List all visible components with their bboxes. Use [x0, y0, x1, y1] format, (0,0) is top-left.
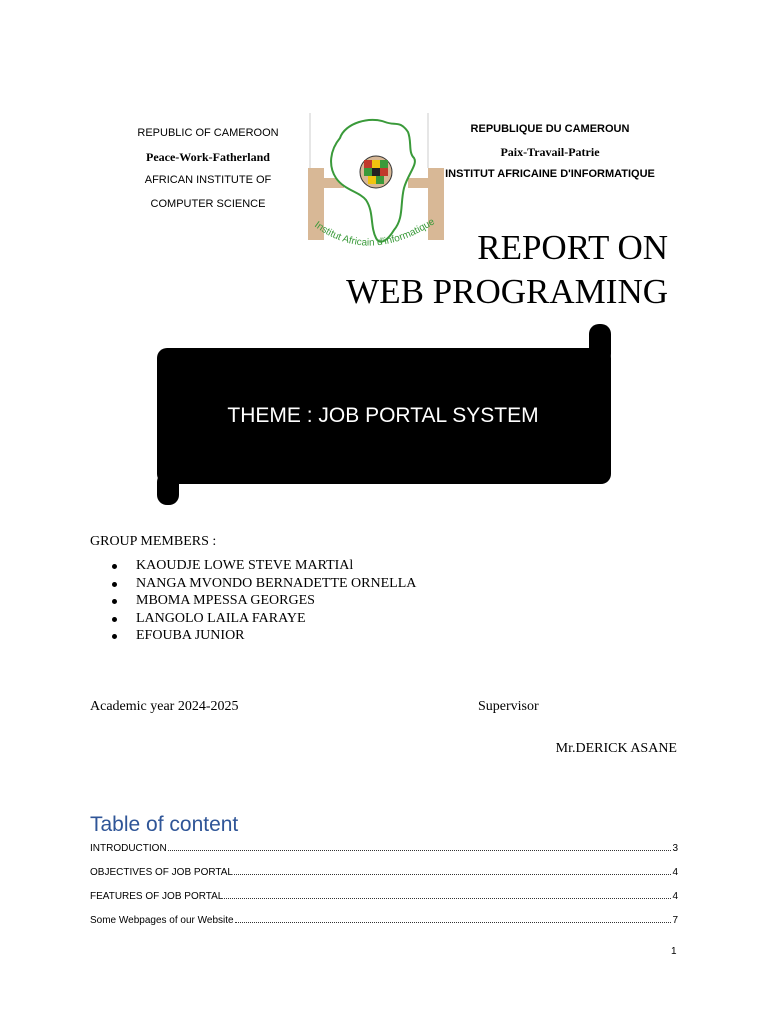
toc-entry-label: OBJECTIVES OF JOB PORTAL [90, 867, 233, 878]
group-members-label: GROUP MEMBERS : [90, 534, 217, 549]
report-title-line1: REPORT ON [477, 228, 668, 267]
motto-fr: Paix-Travail-Patrie [500, 144, 600, 159]
report-title [346, 226, 668, 314]
toc-leader [235, 922, 672, 923]
list-item [110, 610, 416, 628]
supervisor-label: Supervisor [478, 699, 539, 714]
header-left [118, 126, 298, 220]
theme-text: THEME : JOB PORTAL SYSTEM [227, 404, 539, 427]
toc-entry-page: 4 [672, 867, 678, 878]
toc-entry-label: FEATURES OF JOB PORTAL [90, 891, 224, 902]
list-item [110, 627, 416, 645]
member-name: KAOUDJE LOWE STEVE MARTIAl [136, 558, 354, 573]
member-name: NANGA MVONDO BERNADETTE ORNELLA [136, 575, 417, 591]
institute-name-en-line2: COMPUTER SCIENCE [150, 197, 266, 210]
bullet-icon [112, 564, 117, 569]
member-name: MBOMA MPESSA GEORGES [136, 593, 315, 609]
academic-year: Academic year 2024-2025 [90, 699, 239, 714]
bullet-icon [112, 634, 117, 639]
toc-entry[interactable] [90, 864, 678, 878]
list-item [110, 592, 416, 610]
country-name-fr: REPUBLIQUE DU CAMEROUN [470, 123, 630, 135]
country-name-en: REPUBLIC OF CAMEROON [137, 127, 279, 139]
report-title-line2: WEB PROGRAMING [346, 272, 668, 311]
toc-entry[interactable] [90, 888, 678, 902]
group-members-list [110, 557, 416, 645]
toc-entry-page: 4 [672, 891, 678, 902]
institute-name-fr: INSTITUT AFRICAINE D'INFORMATIQUE [445, 168, 655, 180]
toc-entry[interactable] [90, 912, 678, 926]
bullet-icon [112, 582, 117, 587]
toc-entry-page: 3 [672, 843, 678, 854]
toc-leader [168, 850, 672, 851]
header-right [440, 122, 660, 190]
institute-name-en-line1: AFRICAN INSTITUTE OF [144, 174, 272, 186]
motto-en: Peace-Work-Fatherland [146, 149, 270, 164]
toc-entry-label: INTRODUCTION [90, 843, 167, 854]
page-number: 1 [671, 946, 677, 957]
member-name: EFOUBA JUNIOR [136, 628, 245, 644]
toc-leader [234, 874, 671, 875]
bullet-icon [112, 617, 117, 622]
supervisor-name: Mr.DERICK ASANE [555, 741, 677, 756]
list-item [110, 557, 416, 575]
logo-ring-text: Institut Africain d'informatique [312, 216, 437, 249]
bullet-icon [112, 599, 117, 604]
member-name: LANGOLO LAILA FARAYE [136, 610, 306, 626]
toc-leader [224, 898, 671, 899]
list-item [110, 575, 416, 593]
toc-entry-label: Some Webpages of our Website [90, 915, 234, 926]
toc-entry[interactable] [90, 840, 678, 854]
toc-entry-page: 7 [672, 915, 678, 926]
toc-title: Table of content [90, 813, 239, 836]
